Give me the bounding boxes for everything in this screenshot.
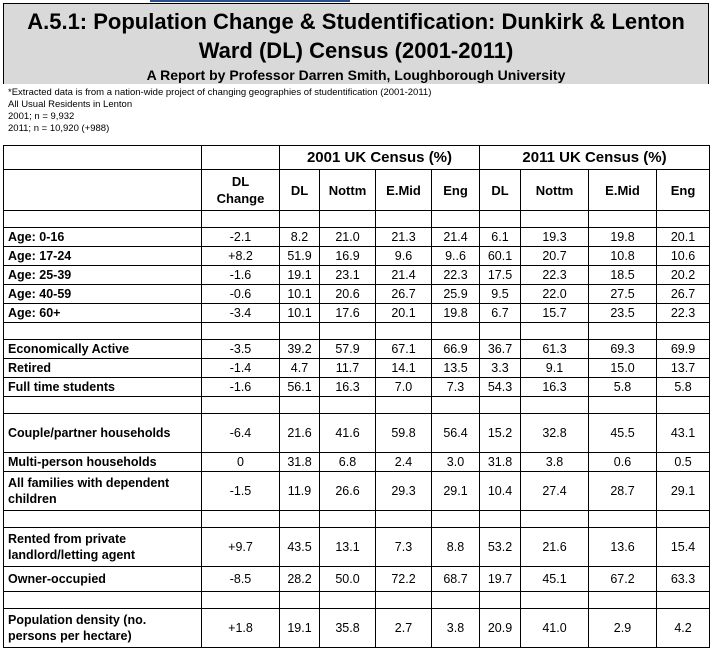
- dl-change-header: [202, 170, 280, 211]
- value-cell: 4.7: [280, 359, 320, 378]
- value-cell: 3.0: [432, 453, 480, 472]
- table-row: [4, 378, 710, 397]
- value-cell: 19.3: [521, 228, 589, 247]
- value-cell: 5.8: [657, 378, 710, 397]
- dl-change-cell: -6.4: [202, 414, 280, 453]
- spacer-cell: [657, 511, 710, 528]
- value-cell: 15.7: [521, 304, 589, 323]
- value-cell: 13.1: [320, 528, 376, 567]
- value-cell: 9.6: [376, 247, 432, 266]
- spacer-cell: [521, 511, 589, 528]
- value-cell: 36.7: [480, 340, 521, 359]
- row-label: Rented from private landlord/letting agent: [4, 528, 202, 567]
- spacer-cell: [589, 323, 657, 340]
- value-cell: 54.3: [480, 378, 521, 397]
- table-row: [4, 609, 710, 648]
- row-label: Age: 17-24: [4, 247, 202, 266]
- row-label: Owner-occupied: [4, 567, 202, 592]
- value-cell: 19.8: [589, 228, 657, 247]
- value-cell: 25.9: [432, 285, 480, 304]
- value-cell: 2.9: [589, 609, 657, 648]
- census-table-body: [4, 211, 710, 648]
- spacer-cell: [657, 592, 710, 609]
- spacer-cell: [320, 323, 376, 340]
- row-label: Age: 25-39: [4, 266, 202, 285]
- spacer-cell: [4, 323, 202, 340]
- value-cell: 50.0: [320, 567, 376, 592]
- value-cell: 63.3: [657, 567, 710, 592]
- spacer-row: [4, 511, 710, 528]
- value-cell: 2.7: [376, 609, 432, 648]
- value-cell: 60.1: [480, 247, 521, 266]
- note-line: *Extracted data is from a nation-wide project of changing geographies of studentification (2001-2011): [8, 87, 432, 98]
- value-cell: 8.8: [432, 528, 480, 567]
- col-header-2001-nottm: Nottm: [320, 170, 376, 211]
- value-cell: 31.8: [480, 453, 521, 472]
- value-cell: 18.5: [589, 266, 657, 285]
- value-cell: 31.8: [280, 453, 320, 472]
- empty-header-cell: [4, 146, 202, 170]
- spacer-cell: [320, 211, 376, 228]
- census-header-row: [4, 146, 710, 170]
- spacer-cell: [376, 511, 432, 528]
- value-cell: 27.5: [589, 285, 657, 304]
- value-cell: 72.2: [376, 567, 432, 592]
- empty-header-cell: [202, 146, 280, 170]
- value-cell: 21.6: [280, 414, 320, 453]
- value-cell: 45.5: [589, 414, 657, 453]
- value-cell: 17.5: [480, 266, 521, 285]
- spacer-cell: [202, 211, 280, 228]
- value-cell: 19.7: [480, 567, 521, 592]
- spacer-cell: [280, 511, 320, 528]
- value-cell: 9..6: [432, 247, 480, 266]
- value-cell: 3.3: [480, 359, 521, 378]
- column-header-row: [4, 170, 710, 211]
- col-header-2011-emid: E.Mid: [589, 170, 657, 211]
- value-cell: 26.6: [320, 472, 376, 511]
- table-row: [4, 304, 710, 323]
- spacer-cell: [4, 592, 202, 609]
- value-cell: 53.2: [480, 528, 521, 567]
- value-cell: 10.1: [280, 304, 320, 323]
- report-subtitle: A Report by Professor Darren Smith, Loughborough University: [146, 67, 566, 83]
- value-cell: 15.2: [480, 414, 521, 453]
- value-cell: 23.1: [320, 266, 376, 285]
- dl-change-cell: -2.1: [202, 228, 280, 247]
- page-top-decoration: [150, 0, 350, 2]
- spacer-cell: [432, 397, 480, 414]
- value-cell: 22.3: [521, 266, 589, 285]
- value-cell: 20.1: [376, 304, 432, 323]
- spacer-cell: [4, 397, 202, 414]
- spacer-cell: [657, 211, 710, 228]
- value-cell: 16.9: [320, 247, 376, 266]
- value-cell: 28.2: [280, 567, 320, 592]
- spacer-cell: [320, 397, 376, 414]
- spacer-cell: [480, 511, 521, 528]
- dl-change-cell: +1.8: [202, 609, 280, 648]
- value-cell: 7.3: [432, 378, 480, 397]
- spacer-cell: [432, 592, 480, 609]
- row-label: Age: 60+: [4, 304, 202, 323]
- table-row: [4, 453, 710, 472]
- col-header-2011-dl: DL: [480, 170, 521, 211]
- value-cell: 11.9: [280, 472, 320, 511]
- value-cell: 7.3: [376, 528, 432, 567]
- value-cell: 15.0: [589, 359, 657, 378]
- value-cell: 20.2: [657, 266, 710, 285]
- value-cell: 15.4: [657, 528, 710, 567]
- value-cell: 28.7: [589, 472, 657, 511]
- value-cell: 35.8: [320, 609, 376, 648]
- value-cell: 10.6: [657, 247, 710, 266]
- value-cell: 10.1: [280, 285, 320, 304]
- value-cell: 21.6: [521, 528, 589, 567]
- col-header-2001-emid: E.Mid: [376, 170, 432, 211]
- report-title-line2: Ward (DL) Census (2001-2011): [198, 38, 514, 63]
- spacer-cell: [432, 211, 480, 228]
- spacer-cell: [202, 397, 280, 414]
- census-table: [3, 145, 710, 648]
- col-header-2001-eng: Eng: [432, 170, 480, 211]
- spacer-row: [4, 211, 710, 228]
- note-line: All Usual Residents in Lenton: [8, 99, 133, 110]
- value-cell: 29.1: [657, 472, 710, 511]
- row-label: Multi-person households: [4, 453, 202, 472]
- spacer-cell: [202, 323, 280, 340]
- row-label: All families with dependent children: [4, 472, 202, 511]
- spacer-cell: [657, 323, 710, 340]
- row-label: Full time students: [4, 378, 202, 397]
- spacer-cell: [202, 592, 280, 609]
- col-header-2011-nottm: Nottm: [521, 170, 589, 211]
- spacer-cell: [376, 592, 432, 609]
- spacer-cell: [280, 592, 320, 609]
- spacer-cell: [432, 511, 480, 528]
- value-cell: 4.2: [657, 609, 710, 648]
- spacer-cell: [480, 592, 521, 609]
- dl-change-cell: -0.6: [202, 285, 280, 304]
- empty-header-cell: [4, 170, 202, 211]
- table-row: [4, 340, 710, 359]
- notes-block: [8, 87, 431, 135]
- dl-change-cell: -8.5: [202, 567, 280, 592]
- spacer-cell: [280, 323, 320, 340]
- value-cell: 13.6: [589, 528, 657, 567]
- value-cell: 32.8: [521, 414, 589, 453]
- census-2001-header: 2001 UK Census (%): [280, 146, 480, 170]
- row-label: Economically Active: [4, 340, 202, 359]
- value-cell: 20.7: [521, 247, 589, 266]
- dl-change-cell: -1.5: [202, 472, 280, 511]
- spacer-row: [4, 323, 710, 340]
- report-title-line1: A.5.1: Population Change & Studentification: Dunkirk & Lenton: [27, 9, 685, 34]
- value-cell: 17.6: [320, 304, 376, 323]
- value-cell: 7.0: [376, 378, 432, 397]
- spacer-cell: [4, 211, 202, 228]
- spacer-cell: [589, 397, 657, 414]
- value-cell: 26.7: [376, 285, 432, 304]
- spacer-cell: [320, 511, 376, 528]
- value-cell: 43.5: [280, 528, 320, 567]
- value-cell: 43.1: [657, 414, 710, 453]
- value-cell: 0.5: [657, 453, 710, 472]
- spacer-cell: [480, 211, 521, 228]
- dl-change-cell: -1.4: [202, 359, 280, 378]
- dl-change-cell: 0: [202, 453, 280, 472]
- value-cell: 67.1: [376, 340, 432, 359]
- value-cell: 20.9: [480, 609, 521, 648]
- value-cell: 11.7: [320, 359, 376, 378]
- dl-change-cell: +9.7: [202, 528, 280, 567]
- value-cell: 13.5: [432, 359, 480, 378]
- value-cell: 19.8: [432, 304, 480, 323]
- spacer-cell: [4, 511, 202, 528]
- value-cell: 41.6: [320, 414, 376, 453]
- spacer-cell: [480, 397, 521, 414]
- spacer-cell: [657, 397, 710, 414]
- value-cell: 6.8: [320, 453, 376, 472]
- value-cell: 3.8: [432, 609, 480, 648]
- value-cell: 14.1: [376, 359, 432, 378]
- dl-change-cell: -3.4: [202, 304, 280, 323]
- spacer-cell: [480, 323, 521, 340]
- value-cell: 29.1: [432, 472, 480, 511]
- row-label: Retired: [4, 359, 202, 378]
- census-2011-header: 2011 UK Census (%): [480, 146, 710, 170]
- table-row: [4, 567, 710, 592]
- table-row: [4, 528, 710, 567]
- spacer-cell: [432, 323, 480, 340]
- spacer-cell: [589, 211, 657, 228]
- value-cell: 9.5: [480, 285, 521, 304]
- spacer-cell: [280, 397, 320, 414]
- value-cell: 0.6: [589, 453, 657, 472]
- note-line: 2011; n = 10,920 (+988): [8, 123, 110, 134]
- spacer-cell: [320, 592, 376, 609]
- value-cell: 10.8: [589, 247, 657, 266]
- table-row: [4, 414, 710, 453]
- value-cell: 69.9: [657, 340, 710, 359]
- dl-change-cell: -1.6: [202, 378, 280, 397]
- value-cell: 21.4: [432, 228, 480, 247]
- row-label: Couple/partner households: [4, 414, 202, 453]
- table-row: [4, 228, 710, 247]
- value-cell: 57.9: [320, 340, 376, 359]
- spacer-cell: [589, 511, 657, 528]
- value-cell: 21.4: [376, 266, 432, 285]
- note-line: 2001; n = 9,932: [8, 111, 75, 122]
- value-cell: 29.3: [376, 472, 432, 511]
- value-cell: 6.7: [480, 304, 521, 323]
- dl-change-cell: -3.5: [202, 340, 280, 359]
- table-row: [4, 247, 710, 266]
- value-cell: 5.8: [589, 378, 657, 397]
- value-cell: 68.7: [432, 567, 480, 592]
- table-row: [4, 266, 710, 285]
- spacer-cell: [376, 323, 432, 340]
- dl-change-cell: -1.6: [202, 266, 280, 285]
- value-cell: 21.0: [320, 228, 376, 247]
- table-row: [4, 472, 710, 511]
- value-cell: 27.4: [521, 472, 589, 511]
- value-cell: 22.3: [432, 266, 480, 285]
- value-cell: 69.3: [589, 340, 657, 359]
- value-cell: 16.3: [521, 378, 589, 397]
- spacer-row: [4, 397, 710, 414]
- value-cell: 8.2: [280, 228, 320, 247]
- value-cell: 66.9: [432, 340, 480, 359]
- spacer-cell: [376, 211, 432, 228]
- spacer-row: [4, 592, 710, 609]
- spacer-cell: [376, 397, 432, 414]
- value-cell: 22.0: [521, 285, 589, 304]
- value-cell: 6.1: [480, 228, 521, 247]
- spacer-cell: [521, 211, 589, 228]
- value-cell: 19.1: [280, 266, 320, 285]
- value-cell: 56.1: [280, 378, 320, 397]
- dl-change-header-line2: Change: [216, 191, 265, 206]
- value-cell: 26.7: [657, 285, 710, 304]
- value-cell: 61.3: [521, 340, 589, 359]
- spacer-cell: [589, 592, 657, 609]
- spacer-cell: [280, 211, 320, 228]
- value-cell: 19.1: [280, 609, 320, 648]
- col-header-2001-dl: DL: [280, 170, 320, 211]
- value-cell: 9.1: [521, 359, 589, 378]
- row-label: Age: 0-16: [4, 228, 202, 247]
- value-cell: 16.3: [320, 378, 376, 397]
- value-cell: 56.4: [432, 414, 480, 453]
- value-cell: 20.1: [657, 228, 710, 247]
- table-row: [4, 359, 710, 378]
- dl-change-header-line1: DL: [231, 174, 250, 189]
- value-cell: 67.2: [589, 567, 657, 592]
- spacer-cell: [202, 511, 280, 528]
- spacer-cell: [521, 323, 589, 340]
- dl-change-cell: +8.2: [202, 247, 280, 266]
- table-row: [4, 285, 710, 304]
- value-cell: 39.2: [280, 340, 320, 359]
- col-header-2011-eng: Eng: [657, 170, 710, 211]
- spacer-cell: [521, 592, 589, 609]
- value-cell: 23.5: [589, 304, 657, 323]
- value-cell: 45.1: [521, 567, 589, 592]
- value-cell: 22.3: [657, 304, 710, 323]
- row-label: Population density (no. persons per hectare): [4, 609, 202, 648]
- report-header: [3, 3, 709, 84]
- value-cell: 2.4: [376, 453, 432, 472]
- value-cell: 21.3: [376, 228, 432, 247]
- value-cell: 51.9: [280, 247, 320, 266]
- row-label: Age: 40-59: [4, 285, 202, 304]
- value-cell: 20.6: [320, 285, 376, 304]
- value-cell: 41.0: [521, 609, 589, 648]
- value-cell: 59.8: [376, 414, 432, 453]
- value-cell: 10.4: [480, 472, 521, 511]
- value-cell: 3.8: [521, 453, 589, 472]
- value-cell: 13.7: [657, 359, 710, 378]
- spacer-cell: [521, 397, 589, 414]
